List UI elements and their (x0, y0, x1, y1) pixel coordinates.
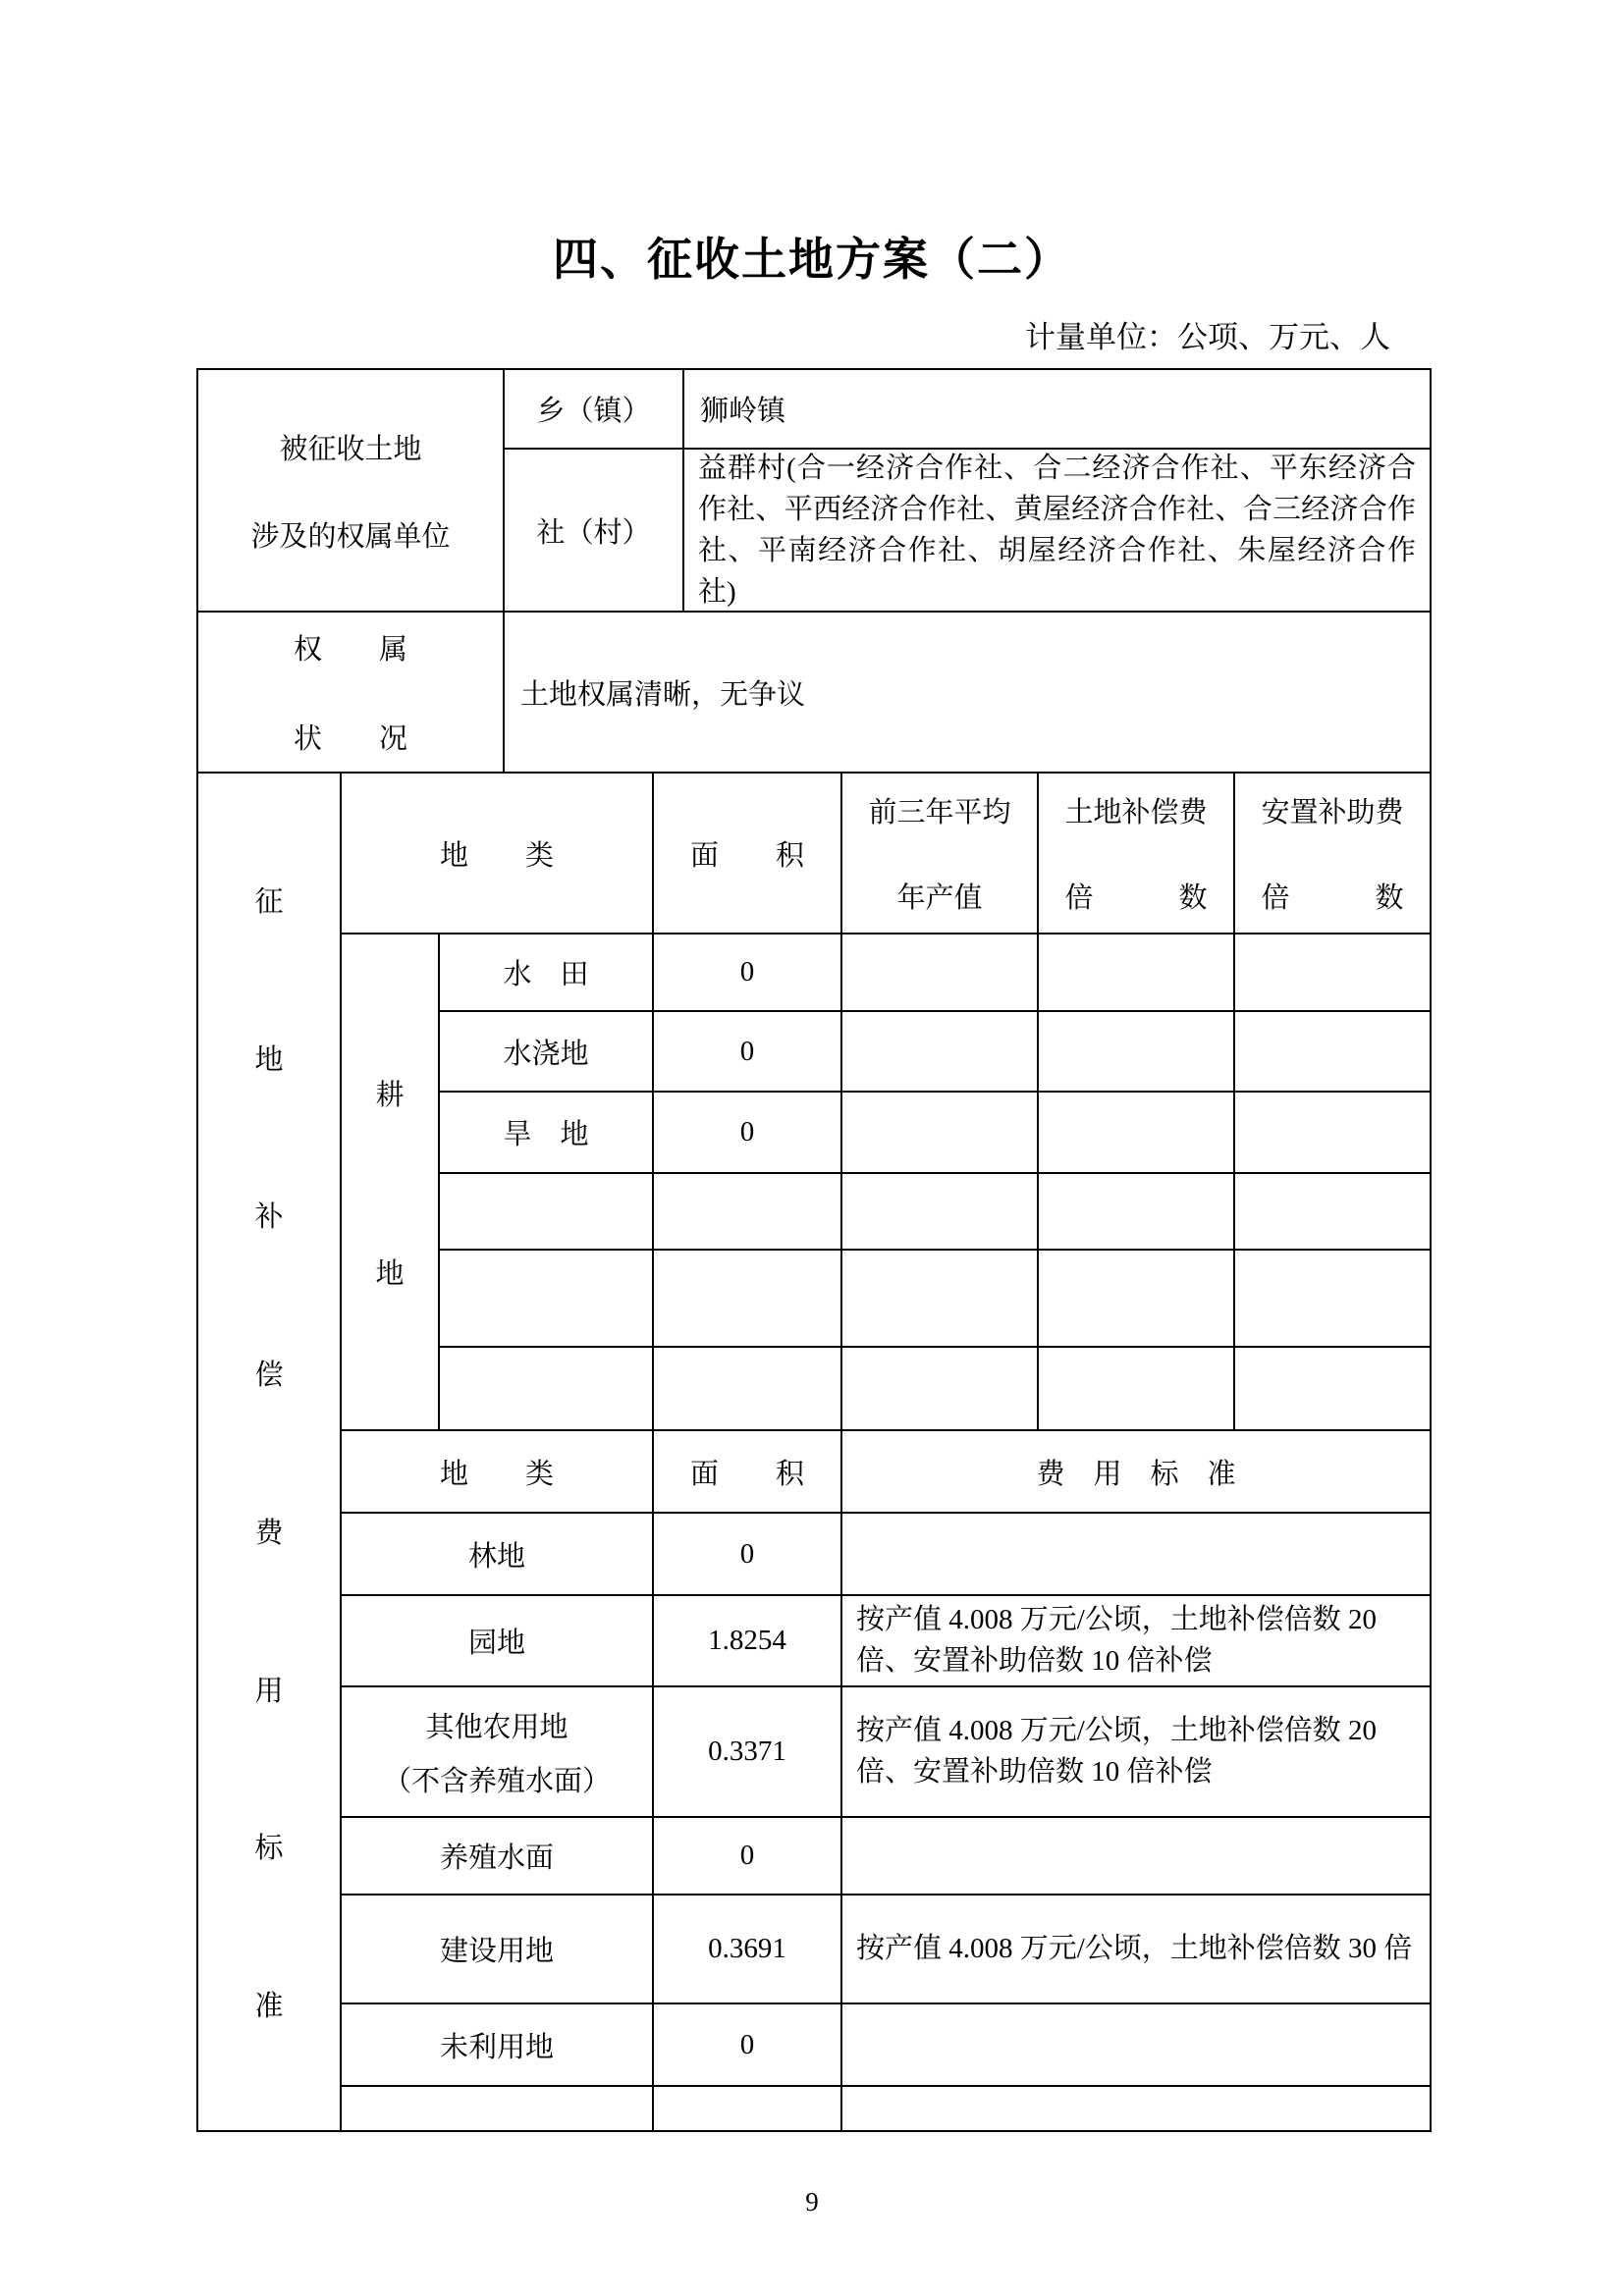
status-value: 土地权属清晰，无争议 (520, 678, 806, 711)
village-value: 益群村(合一经济合作社、合二经济合作社、平东经济合作社、平西经济合作社、黄屋经济合作社、合三经济合作社、平南经济合作社、胡屋经济合作社、朱屋经济合作社) (698, 452, 1416, 609)
col-area: 面 积 (654, 774, 842, 933)
table-row (342, 1818, 1430, 1896)
table-row (440, 1348, 1430, 1429)
table-row (440, 1012, 1430, 1094)
land-type-line1: 其他农用地 (425, 1711, 568, 1743)
ownership-label-cell (198, 370, 505, 611)
area-cell (654, 1348, 842, 1429)
col-land-comp-line2: 倍 数 (1064, 882, 1208, 914)
resettle-cell (1235, 934, 1430, 1010)
ownership-label-line1: 被征收土地 (279, 433, 422, 465)
ownership-status-band (198, 613, 1430, 774)
status-label-line2: 状 况 (293, 723, 407, 755)
area-cell: 0 (654, 934, 842, 1010)
land-comp-cell (1039, 1348, 1235, 1429)
col-resettle-line1: 安置补助费 (1261, 797, 1404, 828)
area-cell (654, 2087, 842, 2130)
township-row (505, 370, 1430, 450)
table-row (342, 1687, 1430, 1818)
land-type-cell (440, 1251, 654, 1347)
page-title: 四、征收土地方案（二） (553, 234, 1071, 285)
cultivated-char: 耕 (375, 1079, 405, 1111)
output-cell (842, 934, 1039, 1010)
land-comp-cell (1039, 1251, 1235, 1347)
area-cell: 0.3371 (654, 1687, 842, 1816)
land-type-cell: 水 田 (440, 934, 654, 1010)
output-cell (842, 1012, 1039, 1092)
side-char: 征 (254, 885, 284, 918)
table-row (342, 1896, 1430, 2004)
land-type-cell: 建设用地 (342, 1896, 654, 2002)
resettle-cell (1235, 1348, 1430, 1429)
standard-text: 按产值 4.008 万元/公顷，土地补偿倍数 20 倍、安置补助倍数 10 倍补偿 (856, 1715, 1378, 1788)
land-type-cell (342, 2087, 654, 2130)
cultivated-label-cell (342, 934, 440, 1429)
village-row (505, 450, 1430, 611)
output-cell (842, 1348, 1039, 1429)
land-comp-cell (1039, 1174, 1235, 1249)
side-char: 地 (254, 1043, 284, 1076)
land-type-cell: 林地 (342, 1514, 654, 1594)
lower-header-row (342, 1431, 1430, 1514)
col-land-type: 地 类 (342, 774, 654, 933)
standard-cell (842, 1514, 1430, 1594)
land-comp-cell (1039, 934, 1235, 1010)
standard-cell (842, 1818, 1430, 1894)
table-row (440, 1251, 1430, 1349)
measurement-unit-note (196, 312, 1432, 356)
table-row (440, 1174, 1430, 1251)
col-land-type-2: 地 类 (342, 1431, 654, 1512)
compensation-band (198, 774, 1430, 2130)
area-cell: 0 (654, 1514, 842, 1594)
land-type-cell: 园地 (342, 1596, 654, 1685)
col-fee-standard: 费 用 标 准 (1036, 1458, 1236, 1490)
township-label: 乡（镇） (505, 370, 684, 448)
table-row (342, 1596, 1430, 1687)
resettle-cell (1235, 1093, 1430, 1172)
ownership-label-line2: 涉及的权属单位 (250, 520, 451, 553)
side-label-cell (198, 774, 342, 2130)
land-requisition-table (196, 368, 1432, 2132)
cultivated-char: 地 (375, 1257, 405, 1290)
area-cell: 0.3691 (654, 1896, 842, 2002)
standard-text: 按产值 4.008 万元/公顷，土地补偿倍数 20 倍、安置补助倍数 10 倍补偿 (856, 1604, 1378, 1677)
output-cell (842, 1093, 1039, 1172)
area-cell: 0 (654, 2004, 842, 2085)
table-row (440, 1093, 1430, 1174)
standard-cell (842, 1687, 1430, 1816)
area-cell (654, 1174, 842, 1249)
side-char: 用 (254, 1675, 284, 1707)
side-char: 准 (254, 1991, 284, 2023)
side-char: 偿 (254, 1360, 284, 1392)
col-land-comp-line1: 土地补偿费 (1064, 797, 1208, 828)
page-number: 9 (805, 2187, 819, 2216)
col-area-2: 面 积 (654, 1431, 842, 1512)
side-char: 费 (254, 1517, 284, 1549)
resettle-cell (1235, 1012, 1430, 1092)
status-label-cell (198, 613, 505, 772)
land-type-cell (440, 1174, 654, 1249)
col-output-value (842, 774, 1039, 933)
land-type-cell (342, 1687, 654, 1816)
side-char: 标 (254, 1833, 284, 1865)
standard-text: 按产值 4.008 万元/公顷，土地补偿倍数 30 倍 (856, 1932, 1413, 1964)
standard-cell (842, 1896, 1430, 2002)
resettle-cell (1235, 1251, 1430, 1347)
side-char: 补 (254, 1201, 284, 1234)
measurement-unit-text: 计量单位：公项、万元、人 (1025, 320, 1390, 354)
col-output-line2: 年产值 (896, 882, 983, 914)
ownership-band (198, 370, 1430, 613)
land-type-cell: 未利用地 (342, 2004, 654, 2085)
land-comp-cell (1039, 1012, 1235, 1092)
area-cell: 0 (654, 1818, 842, 1894)
output-cell (842, 1251, 1039, 1347)
village-label: 社（村） (505, 450, 684, 611)
col-resettle-multiple (1235, 774, 1430, 933)
table-row (342, 2004, 1430, 2087)
land-type-cell: 水浇地 (440, 1012, 654, 1092)
area-cell: 0 (654, 1012, 842, 1092)
area-cell (654, 1251, 842, 1347)
area-cell: 1.8254 (654, 1596, 842, 1685)
area-cell: 0 (654, 1093, 842, 1172)
table-row (440, 934, 1430, 1012)
land-type-cell (440, 1348, 654, 1429)
col-resettle-line2: 倍 数 (1261, 882, 1404, 914)
standard-cell (842, 1596, 1430, 1685)
cultivated-block (342, 934, 1430, 1431)
output-cell (842, 1174, 1039, 1249)
land-comp-cell (1039, 1093, 1235, 1172)
standard-cell (842, 2004, 1430, 2085)
land-type-cell: 养殖水面 (342, 1818, 654, 1894)
upper-header-row (342, 774, 1430, 934)
land-type-cell: 旱 地 (440, 1093, 654, 1172)
standard-cell (842, 2087, 1430, 2130)
village-value-cell (684, 450, 1430, 611)
land-type-line2: （不含养殖水面） (382, 1765, 611, 1797)
col-output-line1: 前三年平均 (868, 797, 1011, 828)
table-row (342, 2087, 1430, 2130)
table-row (342, 1514, 1430, 1596)
col-land-comp-multiple (1039, 774, 1235, 933)
status-label-line1: 权 属 (293, 634, 407, 666)
township-value: 狮岭镇 (700, 396, 786, 427)
resettle-cell (1235, 1174, 1430, 1249)
